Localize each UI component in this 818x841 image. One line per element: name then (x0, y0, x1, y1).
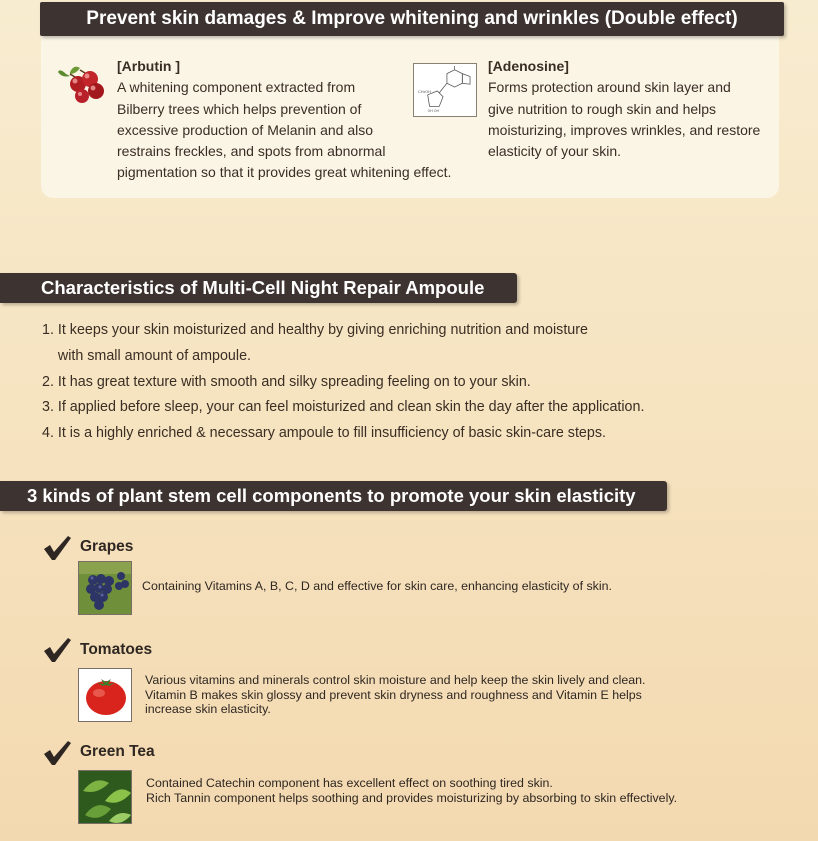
checkmark-icon (42, 637, 72, 663)
plant-description-tomatoes (145, 673, 645, 717)
tomato-photo (78, 668, 132, 722)
svg-text:OH OH: OH OH (427, 109, 440, 114)
plant-title-green-tea: Green Tea (80, 743, 155, 760)
adenosine-line: elasticity of your skin. (488, 143, 622, 160)
plant-title-grapes: Grapes (80, 538, 134, 555)
list-item: 1. It keeps your skin moisturized and healthy by giving enriching nutrition and moisture (42, 322, 588, 338)
arbutin-line: A whitening component extracted from (117, 79, 356, 96)
arbutin-line: pigmentation so that it provides great whitening effect. (117, 164, 452, 181)
molecule-structure-icon (413, 63, 477, 117)
cranberry-icon (56, 60, 110, 104)
adenosine-line: moisturizing, improves wrinkles, and restore (488, 121, 761, 138)
characteristics-list (42, 318, 644, 447)
list-item: with small amount of ampoule. (42, 347, 251, 364)
description-line: Rich Tannin component helps soothing and provides moisturizing by absorbing to skin effectively. (146, 790, 678, 805)
list-item: 2. It has great texture with smooth and silky spreading feeling on to your skin. (42, 373, 531, 390)
green-tea-leaves-photo (78, 770, 132, 824)
adenosine-title: [Adenosine] (488, 58, 569, 74)
svg-text:CH₂OH: CH₂OH (418, 88, 432, 94)
adenosine-line: Forms protection around skin layer and (488, 79, 731, 96)
arbutin-line: Bilberry trees which helps prevention of (117, 100, 362, 117)
description-line: Vitamin B makes skin glossy and prevent skin dryness and roughness and Vitamin E helps (145, 687, 642, 702)
plant-title-tomatoes: Tomatoes (80, 641, 153, 658)
plant-description-grapes (142, 579, 612, 594)
description-line: increase skin elasticity. (145, 702, 271, 716)
arbutin-title: [Arbutin ] (117, 58, 180, 74)
adenosine-line: give nutrition to rough skin and helps (488, 100, 717, 117)
list-item: 3. If applied before sleep, your can feel moisturized and clean skin the day after the application. (42, 399, 645, 416)
arbutin-line: excessive production of Melanin and also (117, 121, 374, 138)
description-line: Contained Catechin component has excellent effect on soothing tired skin. (146, 776, 553, 790)
section-banner-double-effect: Prevent skin damages & Improve whitening and wrinkles (Double effect) (40, 2, 784, 36)
section-banner-plant-stem-cells: 3 kinds of plant stem cell components to promote your skin elasticity (0, 481, 667, 511)
list-item: 4. It is a highly enriched & necessary ampoule to fill insufficiency of basic skin-care steps. (42, 425, 606, 442)
adenosine-description (488, 56, 783, 162)
grapes-photo (78, 561, 132, 615)
section-banner-characteristics: Characteristics of Multi-Cell Night Repair Ampoule (0, 273, 517, 303)
arbutin-line: restrains freckles, and spots from abnormal (117, 143, 386, 160)
checkmark-icon (42, 740, 72, 766)
checkmark-icon (42, 535, 72, 561)
description-line: Various vitamins and minerals control skin moisture and help keep the skin lively and clean. (145, 673, 646, 687)
description-line: Containing Vitamins A, B, C, D and effective for skin care, enhancing elasticity of skin. (142, 579, 612, 593)
plant-description-green-tea (146, 776, 677, 805)
